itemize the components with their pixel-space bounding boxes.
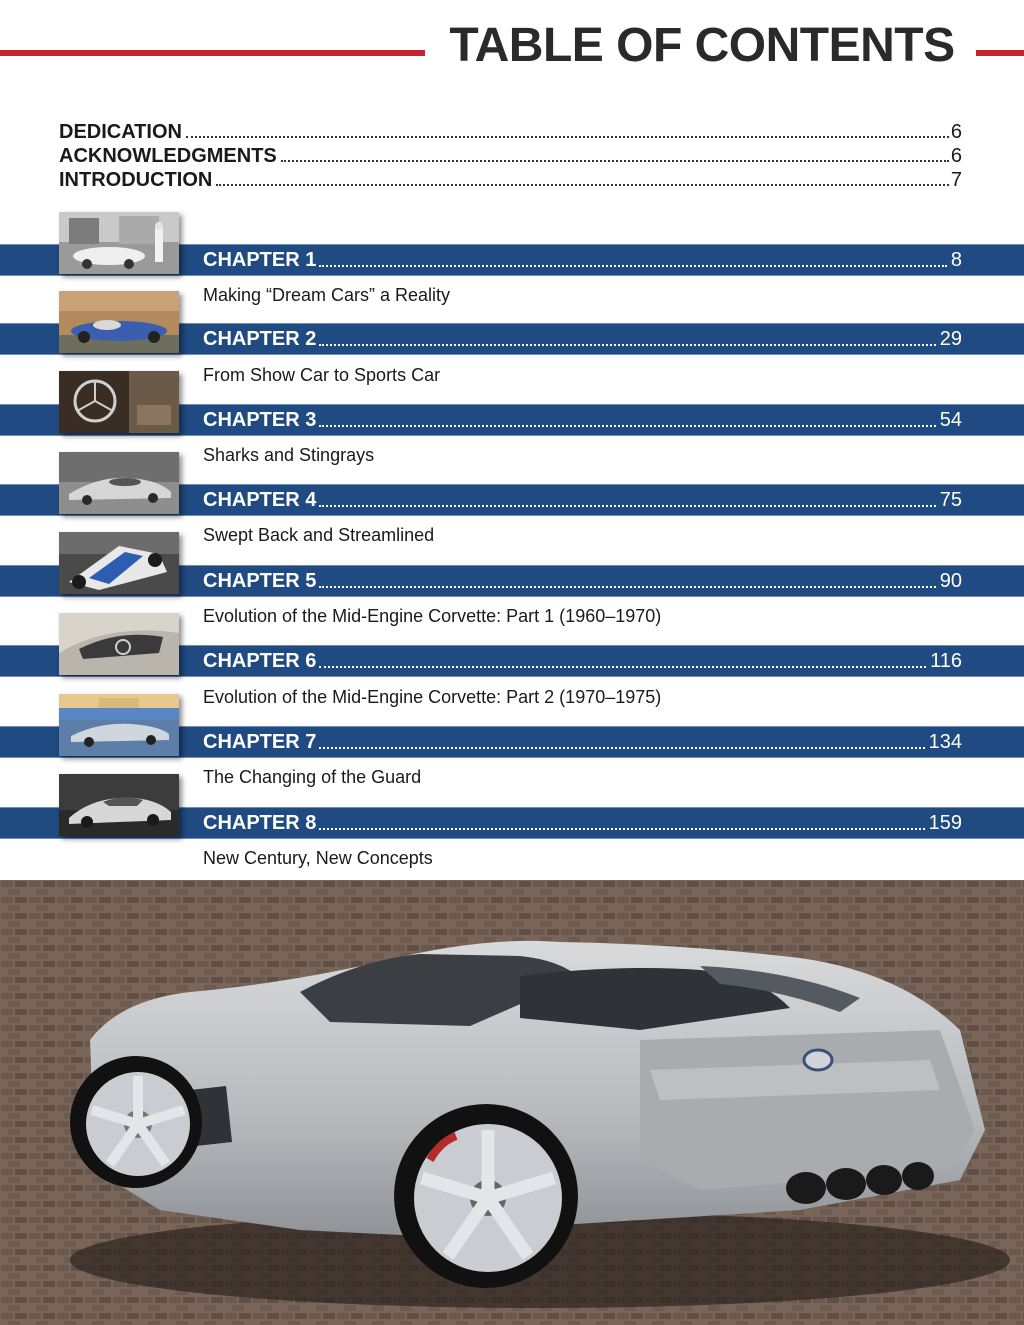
entry-label: ACKNOWLEDGMENTS	[59, 145, 277, 167]
hero-car-photo	[0, 880, 1024, 1325]
page-header	[0, 0, 1024, 80]
chapter-subtitle-1: Making “Dream Cars” a Reality	[203, 285, 451, 305]
chapter-label: CHAPTER 5	[203, 569, 317, 592]
chapter-page: 134	[928, 730, 962, 753]
red-rule-right	[976, 50, 1024, 56]
chapter-subtitle-2: From Show Car to Sports Car	[203, 365, 441, 385]
chapter-page: 159	[928, 811, 962, 834]
chapter-thumbnail-8	[59, 774, 179, 836]
entry-page: 6	[950, 121, 962, 143]
dot-leader	[319, 747, 924, 749]
dot-leader	[319, 425, 935, 427]
chapter-label: CHAPTER 2	[203, 327, 317, 350]
entry-page: 6	[950, 145, 962, 167]
chapter-subtitle-7: The Changing of the Guard	[203, 767, 422, 787]
chapter-page: 29	[939, 327, 962, 350]
chapter-subtitle-8: New Century, New Concepts	[203, 848, 433, 868]
entry-label: DEDICATION	[59, 121, 182, 143]
page-title: TABLE OF CONTENTS	[449, 19, 955, 72]
toc-entry-dedication[interactable]	[59, 121, 962, 145]
entry-label: INTRODUCTION	[59, 169, 213, 191]
chapter-label: CHAPTER 7	[203, 730, 317, 753]
chapter-subtitle-3: Sharks and Stingrays	[203, 445, 375, 465]
dot-leader	[281, 160, 949, 162]
chapter-page: 90	[939, 569, 962, 592]
dot-leader	[319, 265, 947, 267]
toc-entry-acknowledgments[interactable]	[59, 145, 962, 169]
dot-leader	[319, 586, 935, 588]
chapter-label: CHAPTER 1	[203, 248, 317, 271]
toc-entry-introduction[interactable]	[59, 169, 962, 193]
dot-leader	[319, 344, 935, 346]
chapter-thumbnail-4	[59, 452, 179, 514]
chapter-label: CHAPTER 4	[203, 488, 317, 511]
red-rule-left	[0, 50, 425, 56]
dot-leader	[319, 828, 924, 830]
chapter-page: 75	[939, 488, 962, 511]
dot-leader	[319, 505, 935, 507]
dot-leader	[319, 666, 926, 668]
chapter-subtitle-5: Evolution of the Mid-Engine Corvette: Part 1 (1960–1970)	[203, 606, 662, 626]
chapter-thumbnail-1	[59, 212, 179, 274]
chapter-thumbnail-2	[59, 291, 179, 353]
chapter-page: 54	[939, 408, 962, 431]
dot-leader	[216, 184, 949, 186]
chapter-page: 116	[930, 649, 962, 672]
entry-page: 7	[950, 169, 962, 191]
chapter-label: CHAPTER 6	[203, 649, 317, 672]
chapter-subtitle-6: Evolution of the Mid-Engine Corvette: Part 2 (1970–1975)	[203, 687, 662, 707]
chapter-thumbnail-6	[59, 613, 179, 675]
chapter-label: CHAPTER 3	[203, 408, 317, 431]
chapter-thumbnail-7	[59, 694, 179, 756]
chapter-label: CHAPTER 8	[203, 811, 317, 834]
chapter-subtitle-4: Swept Back and Streamlined	[203, 525, 435, 545]
front-matter-list	[59, 121, 962, 193]
chapter-thumbnail-3	[59, 371, 179, 433]
chapter-page: 8	[950, 248, 962, 271]
dot-leader	[186, 136, 949, 138]
chapter-thumbnail-5	[59, 532, 179, 594]
